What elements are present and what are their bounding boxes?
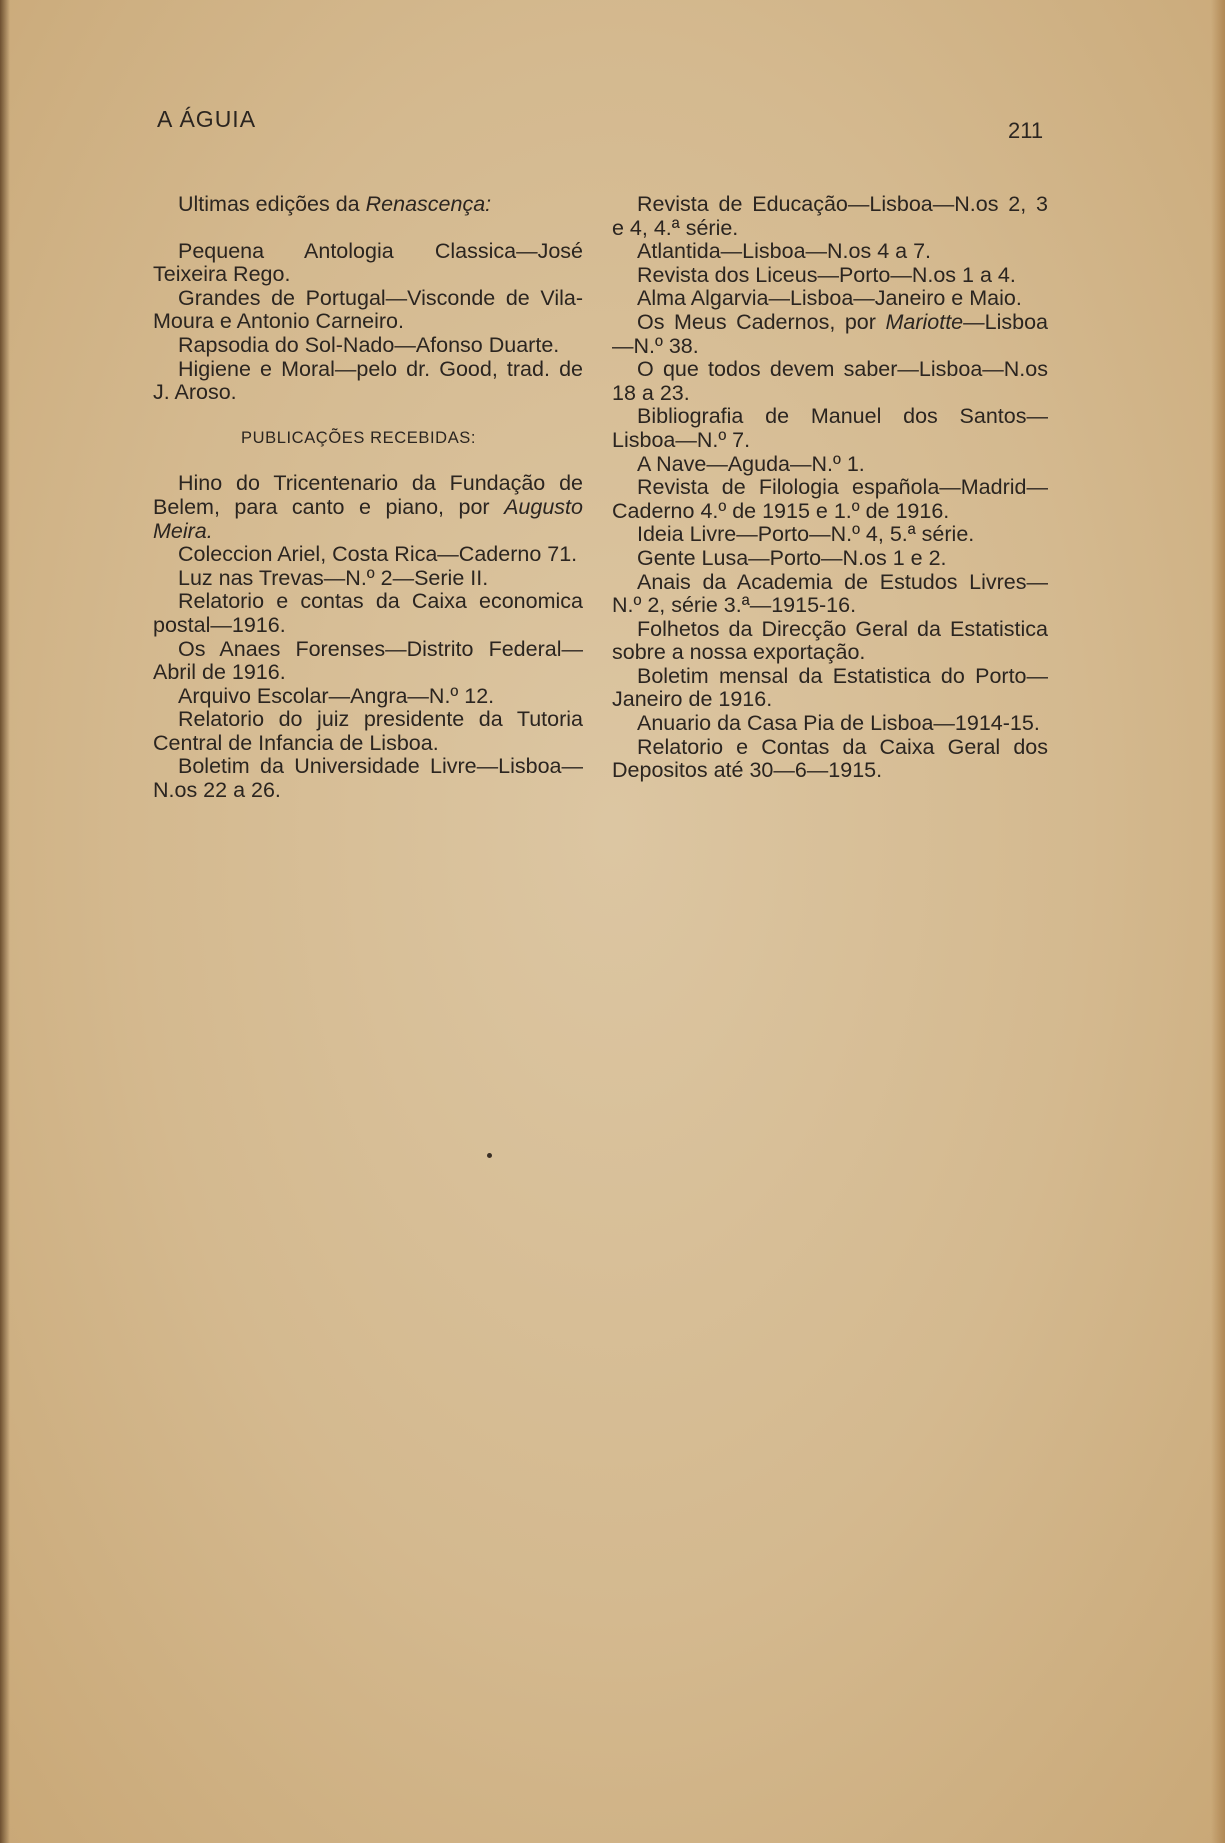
received-entry: [612, 287, 1048, 311]
received-text: Anais da Academia de Estudos Livres—N.º 2, série 3.ª—1915-16.: [612, 569, 1048, 618]
editions-heading-italic: Renascença:: [365, 192, 492, 216]
received-author-italic: Augusto Meira.: [153, 494, 583, 543]
received-entry: [612, 311, 1048, 358]
received-entry: [612, 736, 1048, 783]
received-entry: [612, 358, 1048, 405]
page-edge-left: [0, 0, 10, 1843]
edition-entry: [153, 240, 583, 287]
received-entry: [612, 665, 1048, 712]
section-heading-received: PUBLICAÇÕES RECEBIDAS:: [241, 428, 477, 447]
edition-entry: [153, 358, 583, 405]
received-text: Arquivo Escolar—Angra—N.º 12.: [178, 683, 495, 708]
received-text: Alma Algarvia—Lisboa—Janeiro e Maio.: [637, 286, 1022, 311]
received-entry: [612, 547, 1048, 571]
received-text: Gente Lusa—Porto—N.os 1 e 2.: [637, 545, 947, 570]
edition-text: Pequena Antologia Classica—José Teixeira Rego.: [153, 238, 583, 287]
edition-text: Grandes de Portugal—Visconde de Vila-Moura e Antonio Carneiro.: [153, 285, 583, 334]
ink-speck: [487, 1153, 492, 1158]
received-entry: [612, 405, 1048, 452]
right-column: [612, 193, 1048, 783]
received-entry: [153, 755, 583, 802]
received-text: Bibliografia de Manuel dos Santos—Lisboa—N.º 7.: [612, 404, 1048, 452]
received-entry: [153, 590, 583, 637]
received-entry: [153, 708, 583, 755]
edition-entry: [153, 287, 583, 334]
received-entry: [612, 476, 1048, 523]
edition-entry: [153, 334, 583, 358]
received-entry: [612, 240, 1048, 264]
received-text: Hino do Tricentenario da Fundação de Belem, para canto e piano, por: [153, 471, 583, 519]
received-text: Luz nas Trevas—N.º 2—Serie II.: [178, 565, 489, 590]
received-entry: [153, 472, 583, 543]
received-entry: [612, 193, 1048, 240]
received-entry: [612, 571, 1048, 618]
running-header-title: A ÁGUIA: [157, 106, 257, 132]
received-text: Atlantida—Lisboa—N.os 4 a 7.: [637, 239, 931, 264]
received-entry: [153, 685, 583, 709]
received-text: Os Meus Cadernos, por: [637, 309, 886, 334]
received-entry: [612, 712, 1048, 736]
received-text: O que todos devem saber—Lisboa—N.os 18 a 23.: [612, 357, 1048, 405]
received-text: Revista dos Liceus—Porto—N.os 1 a 4.: [637, 262, 1016, 287]
received-text: Coleccion Ariel, Costa Rica—Caderno 71.: [178, 542, 578, 567]
received-entry: [153, 567, 583, 591]
received-text: Boletim mensal da Estatistica do Porto—Janeiro de 1916.: [612, 663, 1048, 712]
received-entry: [612, 453, 1048, 477]
received-entry: [612, 523, 1048, 547]
received-text: Relatorio e contas da Caixa economica postal—1916.: [153, 589, 583, 637]
left-column: [153, 193, 583, 803]
received-text: Relatorio e Contas da Caixa Geral dos Depositos até 30—6—1915.: [612, 734, 1048, 783]
received-text: Os Anaes Forenses—Distrito Federal—Abril de 1916.: [153, 636, 583, 685]
page-number: 211: [1008, 118, 1044, 143]
received-text: Relatorio do juiz presidente da Tutoria Central de Infancia de Lisboa.: [153, 707, 583, 755]
received-text: —Lisboa—N.º 38.: [612, 309, 1048, 358]
received-text: Folhetos da Direcção Geral da Estatistica sobre a nossa exportação.: [612, 616, 1048, 665]
editions-heading: [153, 193, 583, 217]
received-entry: [612, 264, 1048, 288]
edition-text: Rapsodia do Sol-Nado—Afonso Duarte.: [178, 332, 560, 357]
received-entry: [153, 543, 583, 567]
page-edge-right: [1211, 0, 1225, 1843]
received-text: Revista de Filologia española—Madrid—Caderno 4.º de 1915 e 1.º de 1916.: [612, 475, 1048, 523]
received-entry: [612, 618, 1048, 665]
received-text: Boletim da Universidade Livre—Lisboa—N.os 22 a 26.: [153, 754, 583, 803]
received-text: A Nave—Aguda—N.º 1.: [637, 451, 865, 476]
received-entry: [153, 638, 583, 685]
editions-heading-text: Ultimas edições da: [178, 192, 366, 216]
received-text: Ideia Livre—Porto—N.º 4, 5.ª série.: [637, 522, 975, 547]
edition-text: Higiene e Moral—pelo dr. Good, trad. de J. Aroso.: [153, 356, 583, 405]
received-author-italic: Mariotte: [885, 309, 964, 334]
received-text: Revista de Educação—Lisboa—N.os 2, 3 e 4, 4.ª série.: [612, 192, 1048, 240]
received-text: Anuario da Casa Pia de Lisboa—1914-15.: [637, 711, 1040, 736]
